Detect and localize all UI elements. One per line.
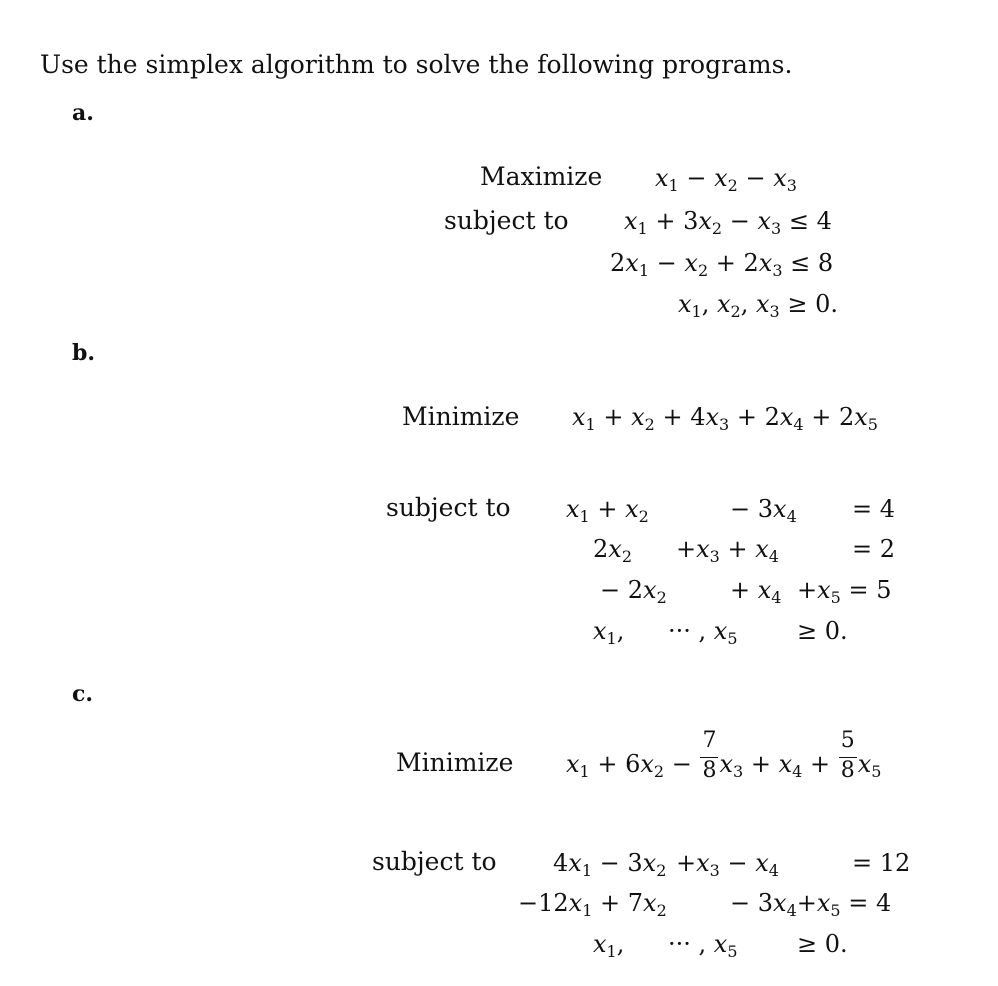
problem-a-constraint-1: $x_1 + 3x_2 - x_3 \le 4$: [624, 207, 832, 238]
problem-b-constraint-keyword: subject to: [386, 493, 511, 522]
problem-c-constraint-keyword: subject to: [372, 847, 497, 876]
problem-a-objective-keyword: Maximize: [480, 162, 603, 191]
problem-b-label: b.: [72, 340, 96, 366]
problem-a-constraint-keyword: subject to: [444, 206, 569, 235]
problem-b-objective-keyword: Minimize: [402, 402, 520, 431]
problem-a-constraint-2: $2x_1 - x_2 + 2x_3 \le 8$: [610, 249, 834, 280]
intro-text: Use the simplex algorithm to solve the following programs.: [40, 50, 793, 79]
problem-c-objective: $x_1 + 6x_2$ − $\frac{7}{8}$ $x_3 + x_4$ + $\frac{5}{8}$ $x_5$: [566, 727, 882, 783]
problem-c-objective-keyword: Minimize: [396, 748, 514, 777]
problem-a-nonnegativity: $x_1$, $x_2$, $x_3 \ge 0$.: [678, 290, 838, 321]
problem-a-label: a.: [72, 100, 94, 126]
problem-b-objective: $x_1 + x_2 + 4x_3 + 2x_4 + 2x_5$: [572, 403, 878, 434]
fraction-seven-eighths: $\frac{7}{8}$: [702, 727, 717, 783]
problem-c-label: c.: [72, 681, 94, 707]
problem-a-objective: $x_1 - x_2 - x_3$: [655, 164, 797, 195]
fraction-five-eighths: $\frac{5}{8}$: [840, 727, 855, 783]
